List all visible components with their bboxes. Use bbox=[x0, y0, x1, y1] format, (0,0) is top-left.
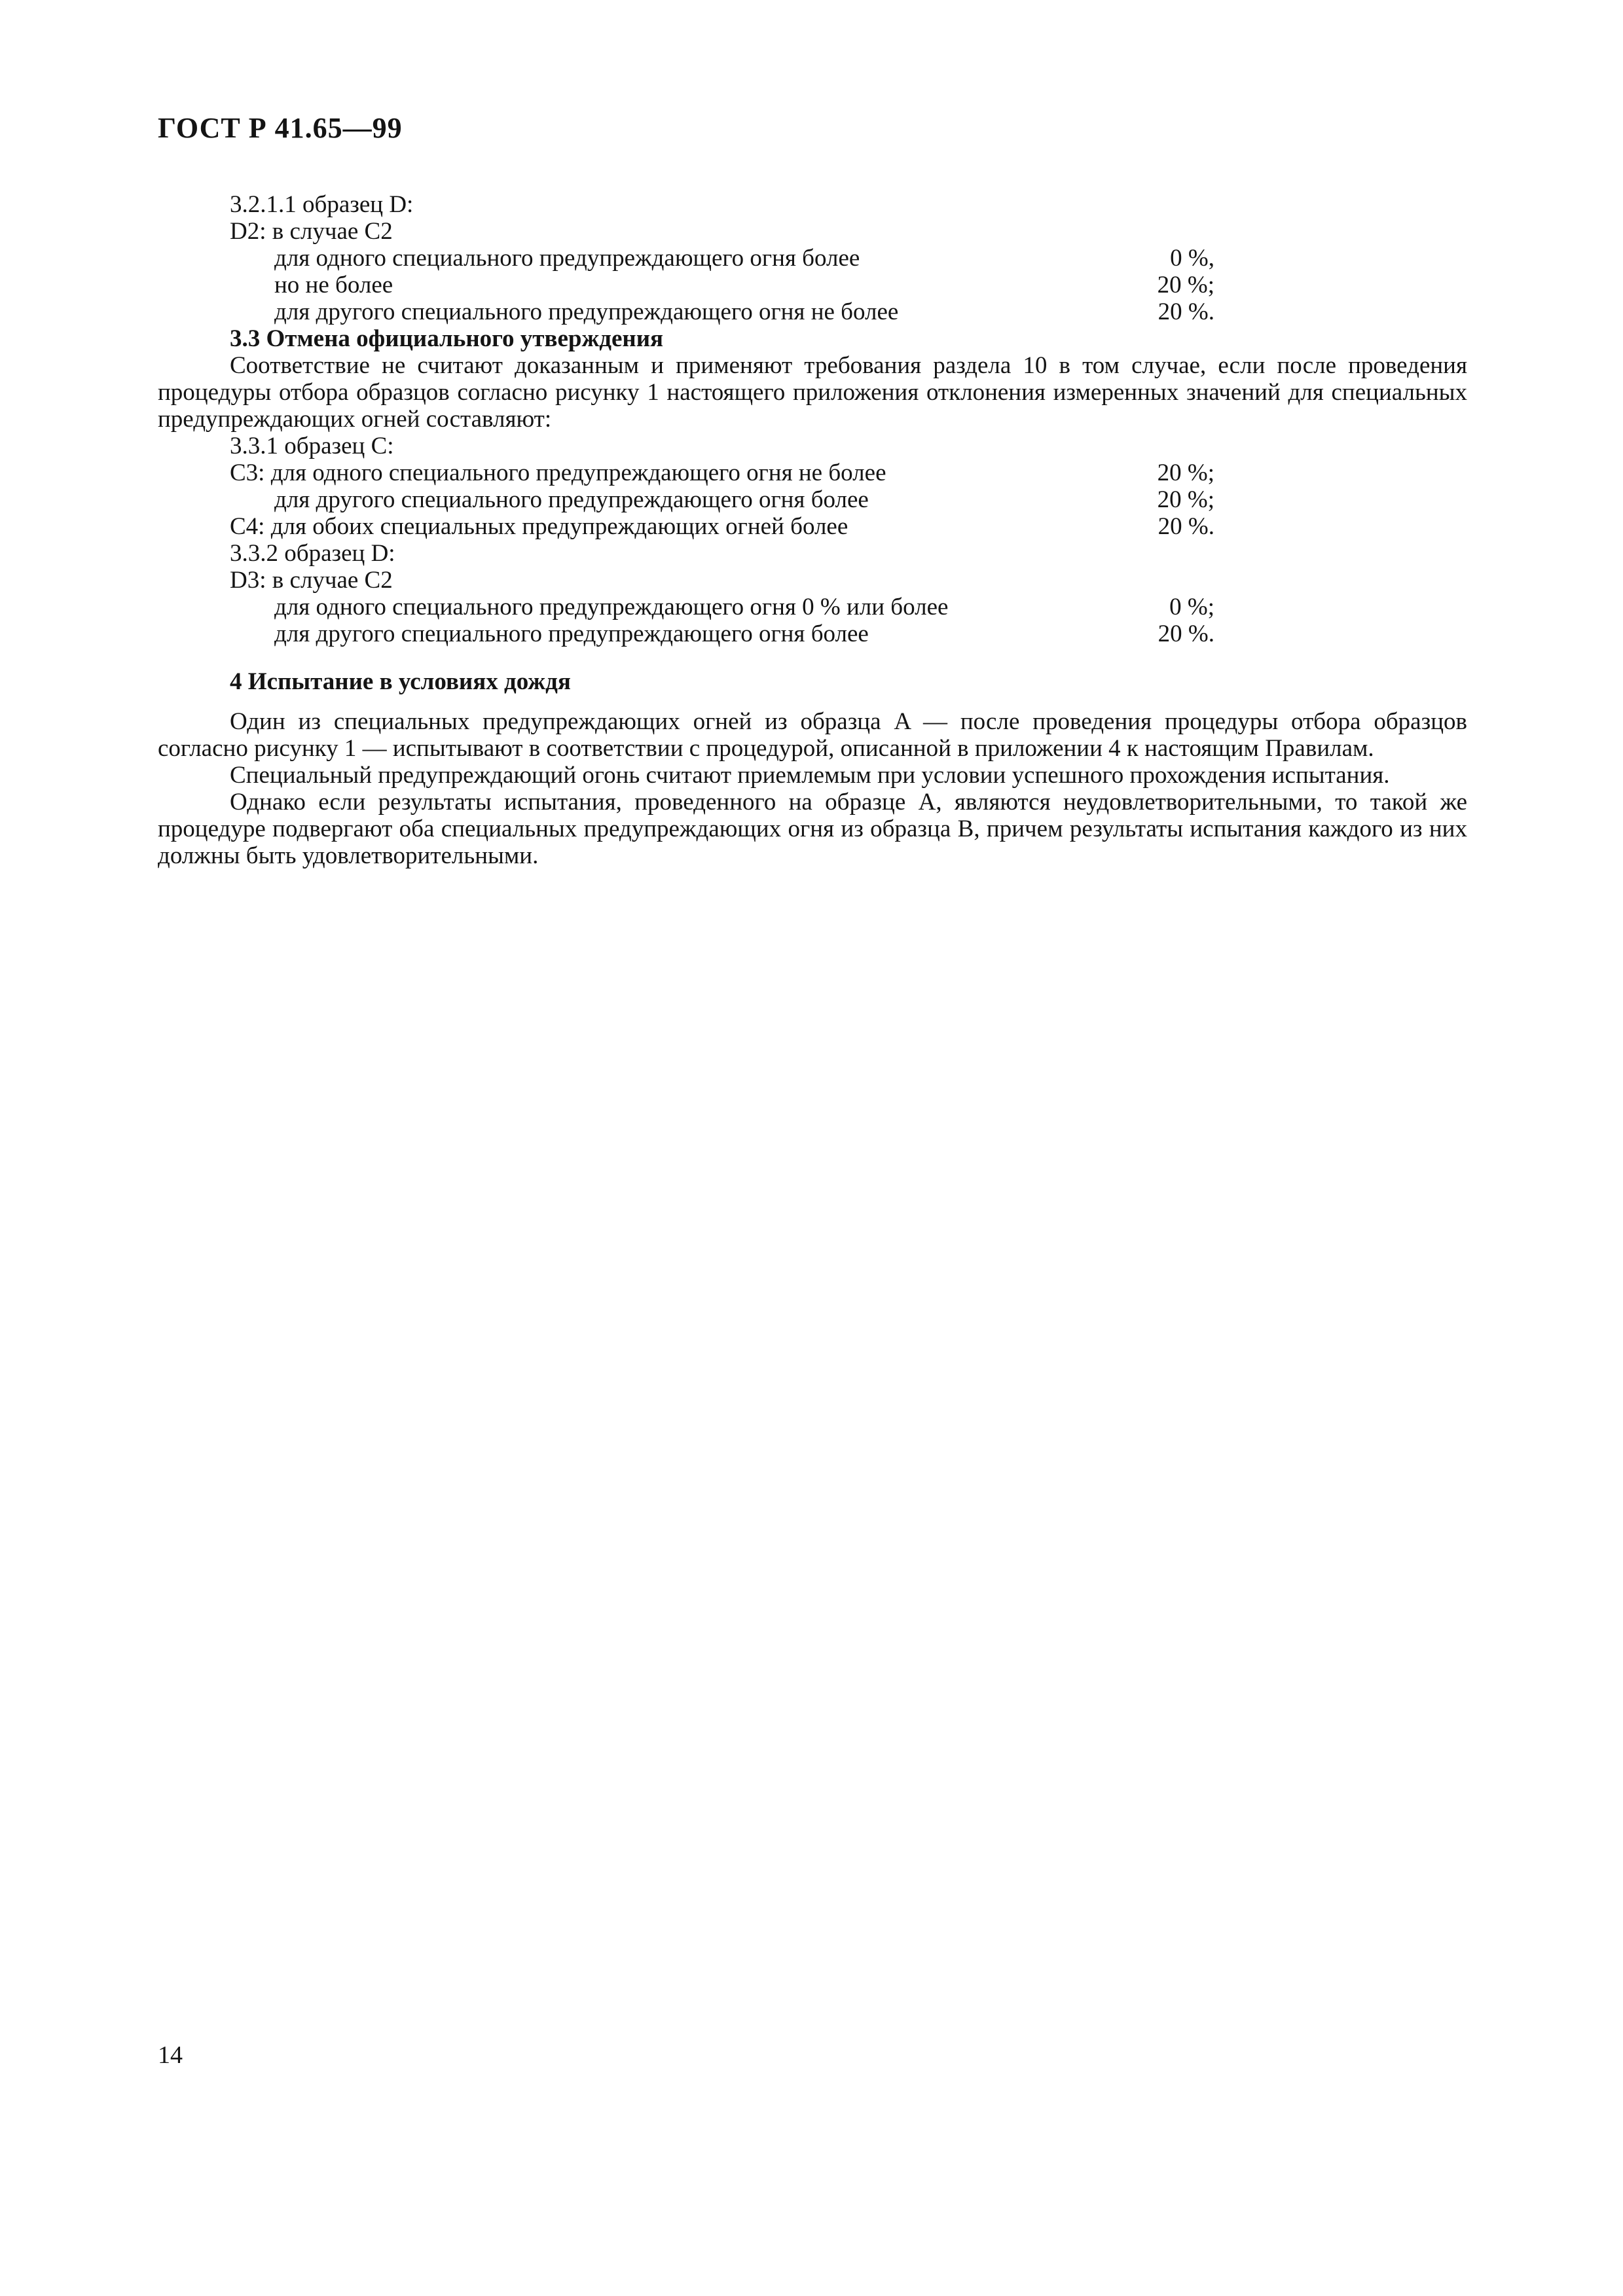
requirement-line bbox=[158, 272, 1467, 298]
page-number: 14 bbox=[158, 2041, 183, 2069]
document-body bbox=[158, 191, 1467, 869]
case-d2-label: D2: в случае C2 bbox=[230, 218, 393, 245]
section-4-paragraph-3: Однако если результаты испытания, проведенного на образце A, являются неудовлетворительными, то такой же процедуре подвергают оба специальных предупреждающих огня из образца B, причем результаты испытания каждого из них должны быть удовлетворительными. bbox=[158, 789, 1467, 869]
requirement-text: для одного специального предупреждающего огня 0 % или более bbox=[274, 594, 949, 620]
requirement-value: 20 %. bbox=[1158, 513, 1214, 540]
requirement-text: но не более bbox=[274, 272, 393, 298]
requirement-line bbox=[158, 620, 1467, 647]
section-3-3-paragraph: Соответствие не считают доказанным и применяют требования раздела 10 в том случае, если после проведения процедуры отбора образцов согласно рисунку 1 настоящего приложения отклонения измеренных значений для специальных предупреждающих огней составляют: bbox=[158, 352, 1467, 433]
section-4-paragraph-2: Специальный предупреждающий огонь считают приемлемым при условии успешного прохождения испытания. bbox=[230, 762, 1390, 789]
spacer bbox=[158, 695, 1467, 708]
requirement-text: C3: для одного специального предупреждающего огня не более bbox=[230, 459, 886, 486]
section-3-3-heading: 3.3 Отмена официального утверждения bbox=[230, 325, 664, 352]
subsection-3-3-2-heading: 3.3.2 образец D: bbox=[230, 540, 395, 567]
requirement-line bbox=[158, 459, 1467, 486]
requirement-value: 20 %; bbox=[1157, 459, 1214, 486]
requirement-text: для другого специального предупреждающего огня не более bbox=[274, 298, 899, 325]
requirement-text: для другого специального предупреждающего огня более bbox=[274, 620, 869, 647]
requirement-line bbox=[158, 298, 1467, 325]
section-4-paragraph-1: Один из специальных предупреждающих огней из образца A — после проведения процедуры отбора образцов согласно рисунку 1 — испытывают в соответствии с процедурой, описанной в приложении 4 к настоящим Правилам. bbox=[158, 708, 1467, 762]
requirement-value: 0 %; bbox=[1169, 594, 1214, 620]
requirement-value: 20 %. bbox=[1158, 620, 1214, 647]
requirement-value: 20 %; bbox=[1157, 486, 1214, 513]
subsection-3-2-1-1-heading: 3.2.1.1 образец D: bbox=[230, 191, 414, 218]
case-d3-label: D3: в случае C2 bbox=[230, 567, 393, 594]
subsection-3-3-1-heading: 3.3.1 образец C: bbox=[230, 433, 394, 459]
spacer bbox=[158, 647, 1467, 668]
requirement-value: 20 %; bbox=[1157, 272, 1214, 298]
requirement-text: для одного специального предупреждающего огня более bbox=[274, 245, 860, 272]
requirement-line bbox=[158, 594, 1467, 620]
requirement-value: 0 %, bbox=[1170, 245, 1214, 272]
requirement-value: 20 %. bbox=[1158, 298, 1214, 325]
requirement-line bbox=[158, 245, 1467, 272]
document-header: ГОСТ Р 41.65—99 bbox=[158, 112, 403, 144]
section-4-heading: 4 Испытание в условиях дождя bbox=[230, 668, 571, 695]
requirement-line bbox=[158, 486, 1467, 513]
requirement-text: для другого специального предупреждающего огня более bbox=[274, 486, 869, 513]
requirement-text: C4: для обоих специальных предупреждающих огней более bbox=[230, 513, 848, 540]
requirement-line bbox=[158, 513, 1467, 540]
